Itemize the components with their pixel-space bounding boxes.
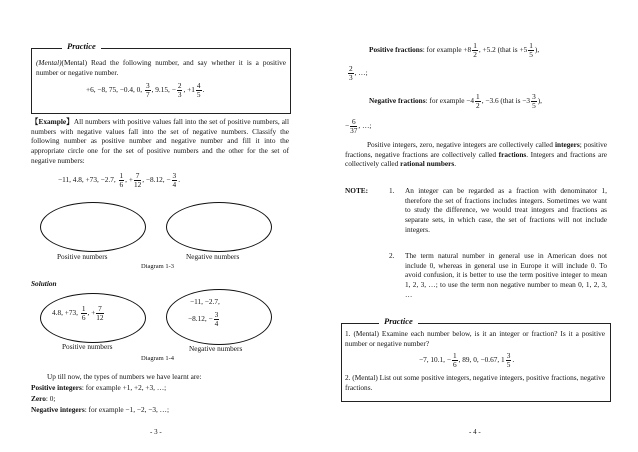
- note-1-number: 1.: [389, 186, 395, 195]
- summary-negative-integers: Negative integers: for example −1, −2, −3, …;: [31, 405, 169, 414]
- practice-1-text: (Mental)(Mental) Read the following number, and say whether it is a positive number or negative number.: [36, 58, 286, 77]
- example-numbers: −11, 4.8, +73, −2.7, $\frac{1}{6}$ , + $\frac{7}{12}$ , −8.12, − $\frac{3}{4}$ .: [58, 171, 181, 189]
- fraction: $\frac{1}{6}$: [452, 351, 457, 369]
- summary-positive-integers: Positive integers: for example +1, +2, +3, …;: [31, 383, 167, 392]
- fraction: $\frac{4}{5}$: [196, 81, 201, 99]
- fraction: $\frac{7}{12}$: [133, 171, 142, 189]
- diagram-caption: Diagram 1-4: [141, 355, 175, 362]
- fraction: $\frac{1}{2}$: [473, 41, 477, 59]
- fraction: $\frac{2}{3}$: [177, 81, 182, 99]
- positive-numbers-label: Positive numbers: [57, 252, 108, 261]
- fraction: $\frac{3}{5}$: [532, 92, 536, 110]
- negative-numbers-label: Negative numbers: [186, 252, 240, 261]
- negative-set-ellipse: [166, 202, 272, 252]
- diagram-caption: Diagram 1-3: [141, 263, 175, 270]
- practice-title-1: Practice: [62, 42, 101, 51]
- positive-set-ellipse: [40, 202, 146, 252]
- note-1-text: An integer can be regarded as a fraction with denominator 1, therefore the set of fractions includes integers. Sometimes we want to study the difference, we would treat integers and fractions as separate sets, in which case, the set of fractions will not include integers.: [405, 186, 607, 234]
- summary-zero: Zero: 0;: [31, 394, 56, 403]
- negative-numbers-label: Negative numbers: [189, 344, 243, 353]
- practice-2-question-1: 1. (Mental) Examine each number below, is it an integer or fraction? Is it a positive number or negative number?: [345, 329, 605, 348]
- fraction: $\frac{1}{6}$: [119, 171, 124, 189]
- summary-intro: Up till now, the types of numbers we have learnt are:: [47, 372, 202, 381]
- practice-title-2: Practice: [379, 317, 418, 326]
- example-text: All numbers with positive values fall into the set of positive numbers, all numbers with negative values fall into the set of negative numbers. Classify the following number as positive number and negative number and fill it into the appropriate circle one for the set of positive numbers and the other for the set of negative numbers:: [31, 117, 289, 165]
- example-label: 【Example】: [31, 117, 74, 126]
- solution-negative-line-1: −11, −2.7,: [190, 297, 220, 306]
- negative-fractions-line-2: − $\frac{6}{37}$ , …;: [345, 117, 372, 135]
- practice-1-question: (Mental) Read the following number, and say whether it is a positive number or negative number.: [36, 58, 286, 77]
- solution-heading: Solution: [31, 279, 57, 288]
- solution-positive-values: 4.8, +73, $\frac{1}{6}$ , + $\frac{7}{12}$: [52, 304, 104, 322]
- fraction: $\frac{6}{37}$: [350, 117, 358, 135]
- fraction: $\frac{2}{3}$: [349, 64, 353, 82]
- fraction: $\frac{1}{5}$: [529, 41, 533, 59]
- page-number: - 3 -: [150, 428, 162, 436]
- fraction: $\frac{3}{4}$: [214, 310, 219, 328]
- negative-fractions-line: Negative fractions: for example −4 $\frac{1}{2}$ , −3.6 (that is −3 $\frac{3}{5}$ ),: [369, 92, 542, 110]
- fraction: $\frac{3}{7}$: [145, 81, 150, 99]
- rational-numbers-paragraph: Positive integers, zero, negative integers are collectively called integers; positive fractions, negative fractions are collectively called fractions. Integers and fractions are collectively called rational numbers.: [345, 140, 608, 169]
- practice-2-numbers: −7, 10.1, − $\frac{1}{6}$ , 89, 0, −0.67, 1 $\frac{3}{5}$ .: [419, 351, 515, 369]
- note-2-number: 2.: [389, 251, 395, 260]
- fraction: $\frac{3}{4}$: [172, 171, 177, 189]
- fraction: $\frac{7}{12}$: [96, 304, 104, 322]
- practice-2-question-2: 2. (Mental) List out some positive integers, negative integers, positive fractions, negative fractions.: [345, 373, 605, 392]
- fraction: $\frac{3}{5}$: [506, 351, 511, 369]
- positive-fractions-line: Positive fractions: for example +8 $\frac{1}{2}$ , +5.2 (that is +5 $\frac{1}{5}$ ),: [369, 41, 540, 59]
- note-2-text: The term natural number in general use in American does not include 0, whereas in general use in Europe it will include 0. To avoid confusion, it is better to use the term positive integer to mean 1, 2, 3, …; to use the term non negative number to mean 0, 1, 2, 3, …: [405, 251, 607, 299]
- solution-negative-line-2: −8.12, − $\frac{3}{4}$: [188, 310, 219, 328]
- practice-1-numbers: +6, −8, 75, −0.4, 0, $\frac{3}{7}$ , 9.15, − $\frac{2}{3}$ , +1 $\frac{4}{5}$ .: [86, 81, 205, 99]
- fraction: $\frac{1}{6}$: [81, 304, 86, 322]
- page-number: - 4 -: [469, 428, 481, 436]
- page-4: [319, 0, 638, 452]
- fraction: $\frac{1}{2}$: [476, 92, 480, 110]
- positive-numbers-label: Positive numbers: [62, 342, 113, 351]
- positive-fractions-line-2: $\frac{2}{3}$ , …;: [349, 64, 368, 82]
- note-label: NOTE:: [345, 186, 369, 195]
- example-paragraph: [31, 117, 289, 165]
